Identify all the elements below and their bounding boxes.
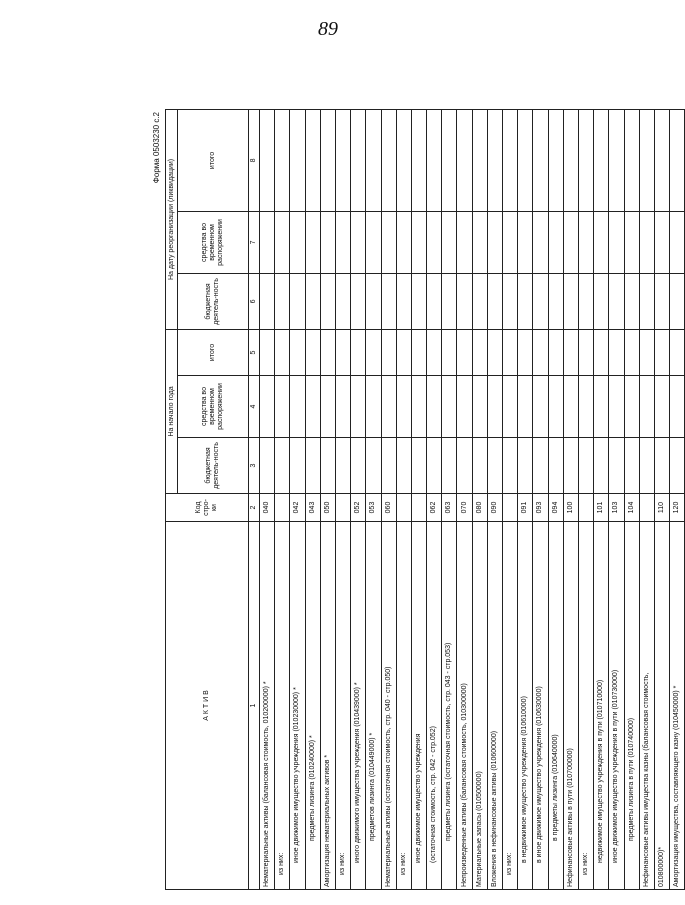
value-cell[interactable] [533,211,548,273]
col-number: 2 [249,494,260,522]
row-label: Нефинансовые активы имущества казны (балансовая стоимость, [639,522,654,890]
value-cell[interactable] [442,109,457,211]
value-cell[interactable] [654,438,669,494]
value-cell[interactable] [472,211,487,273]
value-cell[interactable] [533,329,548,375]
value-cell[interactable] [548,273,563,329]
header-total-start: итого [178,329,249,375]
value-cell[interactable] [548,438,563,494]
table-row [563,109,578,889]
header-reorg-group: На дату реорганизации (ликвидации) [166,109,178,329]
row-code [396,494,411,522]
row-code: 042 [290,494,305,522]
value-cell[interactable] [290,438,305,494]
value-cell[interactable] [639,109,654,211]
value-cell[interactable] [503,273,518,329]
value-cell[interactable] [578,273,593,329]
row-label: Нематериальные активы (остаточная стоимость, стр. 040 - стр.050) [381,522,396,890]
value-cell[interactable] [427,273,442,329]
row-code [503,494,518,522]
row-code [411,494,426,522]
value-cell[interactable] [654,211,669,273]
value-cell[interactable] [260,273,275,329]
value-cell[interactable] [533,109,548,211]
value-cell[interactable] [670,109,685,211]
value-cell[interactable] [624,211,639,273]
value-cell[interactable] [639,211,654,273]
row-code: 050 [320,494,335,522]
value-cell[interactable] [396,376,411,438]
col-number: 5 [249,329,260,375]
value-cell[interactable] [639,329,654,375]
row-code: 101 [594,494,609,522]
value-cell[interactable] [487,376,502,438]
header-total-reorg: итого [178,109,249,211]
table-row [411,109,426,889]
value-cell[interactable] [654,273,669,329]
value-cell[interactable] [624,329,639,375]
value-cell[interactable] [624,109,639,211]
value-cell[interactable] [305,376,320,438]
value-cell[interactable] [290,273,305,329]
row-label: из них: [335,522,350,890]
value-cell[interactable] [260,329,275,375]
value-cell[interactable] [503,438,518,494]
table-row [335,109,350,889]
row-label: из них: [275,522,290,890]
row-code: 043 [305,494,320,522]
table-row [487,109,502,889]
value-cell[interactable] [457,273,472,329]
row-label: Непроизведенные активы (балансовая стоимость, 010300000) [457,522,472,890]
value-cell[interactable] [396,329,411,375]
value-cell[interactable] [563,109,578,211]
value-cell[interactable] [335,273,350,329]
row-label: 010800000)* [654,522,669,890]
row-code: 053 [366,494,381,522]
table-row [639,109,654,889]
value-cell[interactable] [275,376,290,438]
value-cell[interactable] [320,211,335,273]
table-row [654,109,669,889]
value-cell[interactable] [594,273,609,329]
row-code: 103 [609,494,624,522]
row-label: иное движимое имущество учреждения в пути (010730000) [609,522,624,890]
value-cell[interactable] [654,376,669,438]
value-cell[interactable] [533,438,548,494]
value-cell[interactable] [578,438,593,494]
row-code: 110 [654,494,669,522]
value-cell[interactable] [594,329,609,375]
value-cell[interactable] [518,273,533,329]
value-cell[interactable] [411,329,426,375]
header-start-group: На начало года [166,329,178,493]
row-label: в иное движимое имущество учреждения (010630000) [533,522,548,890]
row-label: предметы лизинга в пути (010740000) [624,522,639,890]
row-code [335,494,350,522]
value-cell[interactable] [487,438,502,494]
value-cell[interactable] [260,109,275,211]
value-cell[interactable] [594,109,609,211]
value-cell[interactable] [411,438,426,494]
value-cell[interactable] [275,438,290,494]
row-code: 094 [548,494,563,522]
value-cell[interactable] [563,376,578,438]
value-cell[interactable] [624,438,639,494]
value-cell[interactable] [351,211,366,273]
table-row [442,109,457,889]
value-cell[interactable] [351,438,366,494]
value-cell[interactable] [381,376,396,438]
value-cell[interactable] [654,329,669,375]
row-label: недвижимое имущество учреждения в пути (010710000) [594,522,609,890]
value-cell[interactable] [639,376,654,438]
value-cell[interactable] [457,438,472,494]
value-cell[interactable] [548,211,563,273]
value-cell[interactable] [442,376,457,438]
header-code: Код стро-ки [166,494,249,522]
table-row [427,109,442,889]
value-cell[interactable] [472,376,487,438]
row-label: из них: [396,522,411,890]
row-code: 060 [381,494,396,522]
value-cell[interactable] [366,376,381,438]
value-cell[interactable] [381,273,396,329]
value-cell[interactable] [654,109,669,211]
value-cell[interactable] [472,109,487,211]
value-cell[interactable] [305,273,320,329]
value-cell[interactable] [411,109,426,211]
value-cell[interactable] [457,109,472,211]
column-numbers-row [249,109,260,889]
table-row [472,109,487,889]
table-row [381,109,396,889]
table-row [290,109,305,889]
value-cell[interactable] [396,211,411,273]
value-cell[interactable] [351,376,366,438]
row-label: Амортизация имущества, составляющего казну (010450000) * [670,522,685,890]
col-number: 4 [249,376,260,438]
value-cell[interactable] [457,211,472,273]
value-cell[interactable] [609,211,624,273]
value-cell[interactable] [275,109,290,211]
row-code: 104 [624,494,639,522]
value-cell[interactable] [260,211,275,273]
value-cell[interactable] [594,438,609,494]
value-cell[interactable] [563,211,578,273]
col-number: 7 [249,211,260,273]
row-code [578,494,593,522]
value-cell[interactable] [381,438,396,494]
value-cell[interactable] [381,329,396,375]
value-cell[interactable] [320,376,335,438]
value-cell[interactable] [290,329,305,375]
value-cell[interactable] [639,273,654,329]
form-label: Форма 0503230 с.2 [152,112,161,184]
value-cell[interactable] [670,438,685,494]
value-cell[interactable] [670,329,685,375]
value-cell[interactable] [548,329,563,375]
value-cell[interactable] [472,329,487,375]
value-cell[interactable] [427,211,442,273]
value-cell[interactable] [563,273,578,329]
value-cell[interactable] [305,109,320,211]
value-cell[interactable] [487,273,502,329]
row-label: Материальные запасы (010500000) [472,522,487,890]
value-cell[interactable] [260,438,275,494]
value-cell[interactable] [411,273,426,329]
table-row [396,109,411,889]
value-cell[interactable] [366,329,381,375]
value-cell[interactable] [305,211,320,273]
value-cell[interactable] [442,438,457,494]
value-cell[interactable] [578,376,593,438]
value-cell[interactable] [427,109,442,211]
value-cell[interactable] [335,109,350,211]
value-cell[interactable] [518,211,533,273]
table-row [275,109,290,889]
row-code: 100 [563,494,578,522]
header-temp-start: средства во временном распоряжении [178,376,249,438]
row-code: 052 [351,494,366,522]
value-cell[interactable] [609,376,624,438]
col-number: 6 [249,273,260,329]
value-cell[interactable] [366,438,381,494]
value-cell[interactable] [670,211,685,273]
header-budget-reorg: бюджетная деятель-ность [178,273,249,329]
col-number: 1 [249,522,260,890]
header-budget-start: бюджетная деятель-ность [178,438,249,494]
value-cell[interactable] [442,211,457,273]
value-cell[interactable] [290,376,305,438]
value-cell[interactable] [335,376,350,438]
row-code: 062 [427,494,442,522]
table-row [578,109,593,889]
value-cell[interactable] [503,109,518,211]
value-cell[interactable] [442,273,457,329]
value-cell[interactable] [290,109,305,211]
value-cell[interactable] [381,109,396,211]
value-cell[interactable] [518,109,533,211]
value-cell[interactable] [320,273,335,329]
value-cell[interactable] [366,109,381,211]
row-label: Амортизация нематериальных активов * [320,522,335,890]
col-number: 8 [249,109,260,211]
value-cell[interactable] [472,438,487,494]
value-cell[interactable] [578,109,593,211]
table-row [518,109,533,889]
row-code: 080 [472,494,487,522]
table-row [305,109,320,889]
value-cell[interactable] [518,329,533,375]
row-label: (остаточная стоимость, стр. 042 - стр.052) [427,522,442,890]
value-cell[interactable] [427,376,442,438]
value-cell[interactable] [411,376,426,438]
page-number: 89 [318,18,338,40]
header-temp-reorg: средства во временном распоряжении [178,211,249,273]
value-cell[interactable] [366,211,381,273]
value-cell[interactable] [609,273,624,329]
value-cell[interactable] [320,329,335,375]
row-label: предметы лизинга (остаточная стоимость, стр. 043 - стр.053) [442,522,457,890]
row-label: Вложения в нефинансовые активы (010600000) [487,522,502,890]
value-cell[interactable] [351,273,366,329]
value-cell[interactable] [320,109,335,211]
value-cell[interactable] [396,109,411,211]
table-row [624,109,639,889]
value-cell[interactable] [487,329,502,375]
row-label: иного движимого имущества учреждения (010439000) * [351,522,366,890]
table-row [670,109,685,889]
value-cell[interactable] [396,273,411,329]
table-row [594,109,609,889]
table-row [609,109,624,889]
table-row [457,109,472,889]
col-number: 3 [249,438,260,494]
table-row [320,109,335,889]
value-cell[interactable] [442,329,457,375]
value-cell[interactable] [518,438,533,494]
value-cell[interactable] [427,329,442,375]
value-cell[interactable] [609,109,624,211]
value-cell[interactable] [639,438,654,494]
value-cell[interactable] [487,211,502,273]
balance-table [165,109,685,890]
value-cell[interactable] [609,438,624,494]
row-label: иное движимое имущество учреждения (010230000) * [290,522,305,890]
value-cell[interactable] [427,438,442,494]
table-row [260,109,275,889]
row-code: 120 [670,494,685,522]
row-label: из них: [578,522,593,890]
value-cell[interactable] [457,376,472,438]
value-cell[interactable] [533,273,548,329]
value-cell[interactable] [563,329,578,375]
value-cell[interactable] [320,438,335,494]
value-cell[interactable] [457,329,472,375]
value-cell[interactable] [609,329,624,375]
value-cell[interactable] [503,211,518,273]
value-cell[interactable] [503,376,518,438]
value-cell[interactable] [533,376,548,438]
value-cell[interactable] [275,211,290,273]
table-row [533,109,548,889]
value-cell[interactable] [548,109,563,211]
table-row [548,109,563,889]
value-cell[interactable] [578,211,593,273]
value-cell[interactable] [335,211,350,273]
row-label: Нефинансовые активы в пути (010700000) [563,522,578,890]
table-row [366,109,381,889]
value-cell[interactable] [290,211,305,273]
rotated-form [152,110,681,890]
table-row [351,109,366,889]
value-cell[interactable] [594,376,609,438]
row-label: в предметы лизинга (010640000) [548,522,563,890]
value-cell[interactable] [351,329,366,375]
value-cell[interactable] [624,376,639,438]
row-label: Нематериальные активы (балансовая стоимость, 010200000) * [260,522,275,890]
value-cell[interactable] [670,273,685,329]
row-code: 093 [533,494,548,522]
value-cell[interactable] [366,273,381,329]
value-cell[interactable] [381,211,396,273]
row-code: 090 [487,494,502,522]
row-label: иное движимое имущество учреждения [411,522,426,890]
value-cell[interactable] [548,376,563,438]
value-cell[interactable] [563,438,578,494]
row-label: в недвижимое имущество учреждения (010610000) [518,522,533,890]
row-label: из них: [503,522,518,890]
row-code: 040 [260,494,275,522]
row-code [639,494,654,522]
value-cell[interactable] [335,438,350,494]
row-label: предметов лизинга (010449000) * [366,522,381,890]
value-cell[interactable] [305,438,320,494]
value-cell[interactable] [335,329,350,375]
value-cell[interactable] [396,438,411,494]
value-cell[interactable] [305,329,320,375]
value-cell[interactable] [503,329,518,375]
value-cell[interactable] [260,376,275,438]
row-code [275,494,290,522]
value-cell[interactable] [487,109,502,211]
value-cell[interactable] [275,273,290,329]
row-code: 063 [442,494,457,522]
value-cell[interactable] [670,376,685,438]
header-activ: А К Т И В [166,522,249,890]
value-cell[interactable] [275,329,290,375]
row-label: предметы лизинга (010240000) * [305,522,320,890]
value-cell[interactable] [578,329,593,375]
value-cell[interactable] [472,273,487,329]
value-cell[interactable] [351,109,366,211]
value-cell[interactable] [624,273,639,329]
row-code: 091 [518,494,533,522]
row-code: 070 [457,494,472,522]
value-cell[interactable] [411,211,426,273]
value-cell[interactable] [594,211,609,273]
table-row [503,109,518,889]
value-cell[interactable] [518,376,533,438]
